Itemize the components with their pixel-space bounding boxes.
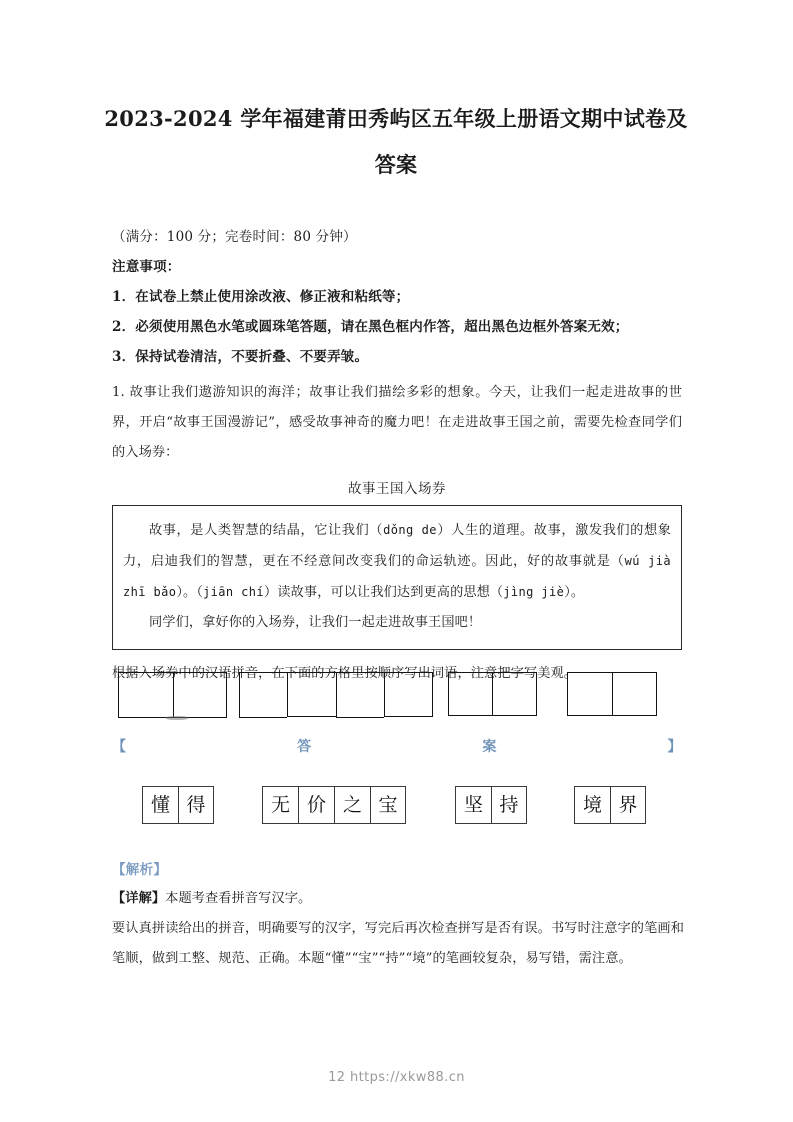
- blank-answer-grids: [112, 672, 692, 722]
- blank-cell[interactable]: [492, 672, 537, 716]
- question-instruction: 根据入场券中的汉语拼音，在下面的方格里按顺序写出词语，注意把字写美观。: [112, 666, 578, 681]
- passage-seg-d: ）读故事，可以让我们达到更高的思想（: [264, 585, 504, 600]
- passage-seg-b: ）人生的道理。故事，激发我们的想象力，启迪我们的智慧，更在不经意间改变我们的命运轨迹。因此，好的故事就是（: [123, 523, 672, 569]
- explanation-section: [112, 856, 684, 974]
- page-title-line-2: 答案: [374, 152, 418, 177]
- passage-seg-e: ）。: [564, 585, 585, 600]
- pinyin-jing-jie: jìng jiè: [503, 585, 565, 599]
- passage-box: [112, 505, 682, 650]
- notice-item-1: 1．在试卷上禁止使用涂改液、修正液和粘纸等；: [112, 289, 410, 305]
- blank-cell[interactable]: [287, 672, 336, 717]
- question-1-prompt: [112, 378, 682, 468]
- answer-char: 懂: [142, 786, 178, 824]
- blank-cell[interactable]: [448, 672, 492, 716]
- blank-cell[interactable]: [239, 672, 287, 718]
- notice-heading: 注意事项：: [112, 259, 181, 275]
- blank-cell[interactable]: [612, 672, 657, 716]
- answer-char: 坚: [455, 786, 491, 824]
- pinyin-jian-chi: jiān chí: [203, 585, 265, 599]
- blank-cell[interactable]: [384, 672, 433, 717]
- notice-item-3: 3．保持试卷清洁，不要折叠、不要弄皱。: [112, 349, 369, 365]
- answer-grid-wujiazhibao: [262, 786, 406, 824]
- answer-char: 无: [262, 786, 298, 824]
- passage-paragraph-1: [123, 515, 671, 608]
- answer-grid-jingjie: [574, 786, 646, 824]
- passage-seg-c: ）。（: [176, 585, 204, 600]
- answer-bracket-open: 【: [112, 739, 127, 755]
- answer-bracket-close: 】: [667, 739, 682, 755]
- notice-item-2: 2．必须使用黑色水笔或圆珠笔答题，请在黑色框内作答，超出黑色边框外答案无效；: [112, 319, 629, 335]
- score-time-line: （满分：100 分；完卷时间：80 分钟）: [112, 229, 357, 245]
- answer-label-char-1: 答: [297, 739, 312, 755]
- question-number: 1.: [112, 385, 125, 400]
- page-title-line-1: 2023-2024 学年福建莆田秀屿区五年级上册语文期中试卷及: [104, 106, 688, 131]
- detail-text: 本题考查看拼音写汉字。: [165, 891, 312, 906]
- document-body: [112, 222, 682, 689]
- scan-smudge: [156, 673, 165, 676]
- footer-watermark: 12 https://xkw88.cn: [328, 1070, 465, 1085]
- answer-char: 界: [610, 786, 646, 824]
- page-title: [96, 96, 696, 188]
- answer-grid-dongde: [142, 786, 214, 824]
- detail-line: [112, 884, 684, 914]
- blank-cell[interactable]: [567, 672, 612, 716]
- passage-paragraph-2: 同学们，拿好你的入场券，让我们一起走进故事王国吧！: [149, 615, 482, 630]
- scan-smudge: [166, 716, 188, 720]
- blank-cell[interactable]: [118, 672, 173, 718]
- blank-grid-3[interactable]: [448, 672, 537, 718]
- ticket-heading: 故事王国入场券: [348, 481, 446, 497]
- answer-char: 宝: [370, 786, 406, 824]
- explanation-body: 要认真拼读给出的拼音，明确要写的汉字，写完后再次检查拼写是否有误。书写时注意字的笔画和笔顺，做到工整、规范、正确。本题“懂”“宝”“持”“境”的笔画较复杂，易写错，需注意。: [112, 921, 684, 966]
- blank-cell[interactable]: [173, 672, 227, 718]
- answer-char: 境: [574, 786, 610, 824]
- answer-label-char-2: 案: [482, 739, 497, 755]
- pinyin-dong-de: dǒng de: [383, 523, 437, 537]
- passage-seg-a: 故事，是人类智慧的结晶，它让我们（: [149, 523, 384, 538]
- blank-grid-2[interactable]: [239, 672, 433, 718]
- analysis-tag: 【解析】: [112, 862, 168, 878]
- blank-grid-4[interactable]: [567, 672, 657, 718]
- answer-char: 价: [298, 786, 334, 824]
- blank-cell[interactable]: [336, 672, 384, 718]
- detail-tag: 【详解】: [112, 891, 166, 906]
- question-prompt-text: 故事让我们遨游知识的海洋；故事让我们描绘多彩的想象。今天，让我们一起走进故事的世界，开启“故事王国漫游记”，感受故事神奇的魔力吧！在走进故事王国之前，需要先检查同学们的入场券：: [112, 385, 682, 460]
- answer-char: 之: [334, 786, 370, 824]
- answer-char: 得: [178, 786, 214, 824]
- answer-character-grids: [112, 786, 692, 830]
- answer-label-band: [112, 736, 682, 756]
- pinyin-wu-jia-zhi-bao: wú jià zhī bǎo: [123, 554, 671, 599]
- answer-grid-jianchi: [455, 786, 527, 824]
- answer-char: 持: [491, 786, 527, 824]
- blank-grid-1[interactable]: [118, 672, 227, 718]
